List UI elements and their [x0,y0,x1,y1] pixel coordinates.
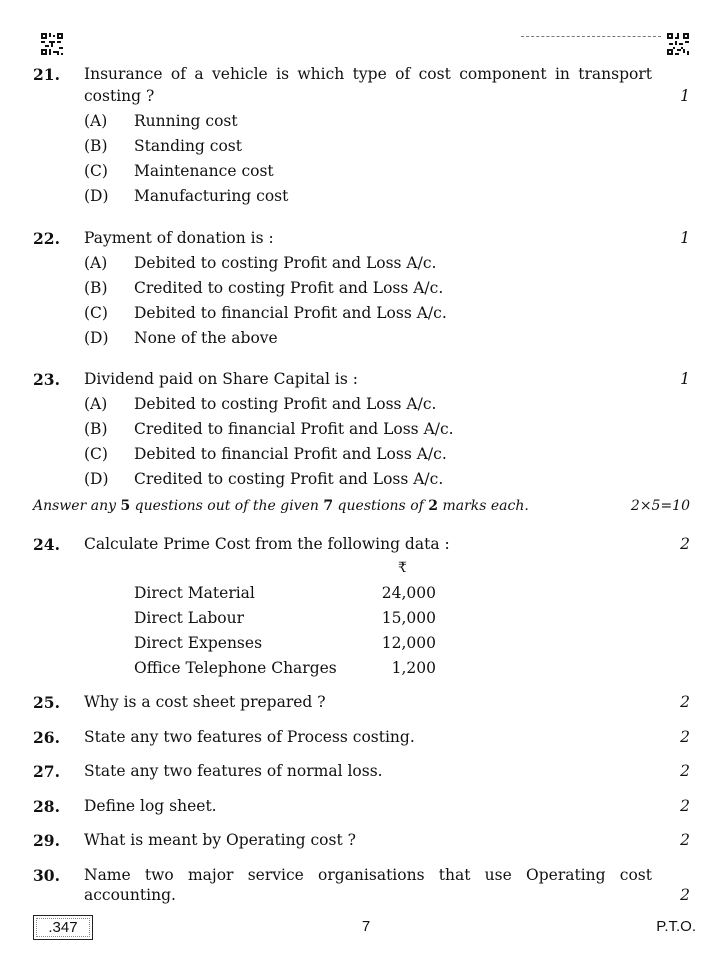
option-text: Maintenance cost [134,162,274,180]
top-rule [521,36,661,37]
option-label: (B) [84,137,108,155]
question-marks: 1 [680,87,690,105]
question-number: 22. [33,229,60,248]
qr-code-right-icon [667,33,689,55]
option-label: (D) [84,187,109,205]
option-label: (D) [84,470,109,488]
data-row-label: Direct Expenses [134,634,263,652]
question-number: 23. [33,370,60,389]
question-number: 30. [33,866,60,885]
option-text: Debited to financial Profit and Loss A/c. [134,445,447,463]
page-number: 7 [361,918,371,935]
question-text: Calculate Prime Cost from the following data : [84,535,450,553]
option-text: Standing cost [134,137,242,155]
data-row-label: Direct Labour [134,609,244,627]
question-number: 24. [33,535,60,554]
paper-code: .347 [33,915,93,940]
data-row-value: 15,000 [381,609,436,627]
question-text: State any two features of Process costing. [84,728,415,746]
data-row-value: 24,000 [381,584,436,602]
question-number: 29. [33,831,60,850]
question-text: Insurance of a vehicle is which type of cost component in transport [84,65,652,83]
data-row-value: 12,000 [381,634,436,652]
option-text: Credited to financial Profit and Loss A/c. [134,420,454,438]
option-text: Credited to costing Profit and Loss A/c. [134,279,444,297]
option-label: (C) [84,304,108,322]
question-marks: 2 [680,797,690,815]
option-label: (B) [84,279,108,297]
option-text: Running cost [134,112,238,130]
data-row-value: 1,200 [391,659,436,677]
question-marks: 2 [680,693,690,711]
qr-code-left-icon [41,33,63,55]
option-label: (A) [84,112,108,130]
question-text-continued: costing ? [84,87,155,105]
option-label: (B) [84,420,108,438]
option-label: (C) [84,445,108,463]
currency-header: ₹ [398,560,407,576]
question-text: What is meant by Operating cost ? [84,831,356,849]
please-turn-over: P.T.O. [656,918,696,935]
question-number: 21. [33,65,60,84]
option-label: (D) [84,329,109,347]
question-number: 28. [33,797,60,816]
data-row-label: Direct Material [134,584,255,602]
question-text: Name two major service organisations that use Operating cost [84,866,652,884]
data-row-label: Office Telephone Charges [134,659,337,677]
option-text: Debited to financial Profit and Loss A/c. [134,304,447,322]
question-marks: 2 [680,535,690,553]
section-marks: 2×5=10 [630,498,690,514]
option-text: Debited to costing Profit and Loss A/c. [134,254,437,272]
question-marks: 2 [680,831,690,849]
question-marks: 1 [680,229,690,247]
question-number: 25. [33,693,60,712]
question-marks: 2 [680,728,690,746]
option-text: Debited to costing Profit and Loss A/c. [134,395,437,413]
question-number: 26. [33,728,60,747]
section-instruction: Answer any 5 questions out of the given 7 questions of 2 marks each. [33,498,529,514]
question-marks: 2 [680,886,690,904]
question-text: Payment of donation is : [84,229,274,247]
question-number: 27. [33,762,60,781]
option-text: Credited to costing Profit and Loss A/c. [134,470,444,488]
option-label: (C) [84,162,108,180]
option-label: (A) [84,395,108,413]
option-label: (A) [84,254,108,272]
option-text: None of the above [134,329,278,347]
question-text-continued: accounting. [84,886,176,904]
question-marks: 2 [680,762,690,780]
question-text: Define log sheet. [84,797,217,815]
question-marks: 1 [680,370,690,388]
question-text: State any two features of normal loss. [84,762,383,780]
question-text: Why is a cost sheet prepared ? [84,693,326,711]
question-text: Dividend paid on Share Capital is : [84,370,358,388]
option-text: Manufacturing cost [134,187,289,205]
